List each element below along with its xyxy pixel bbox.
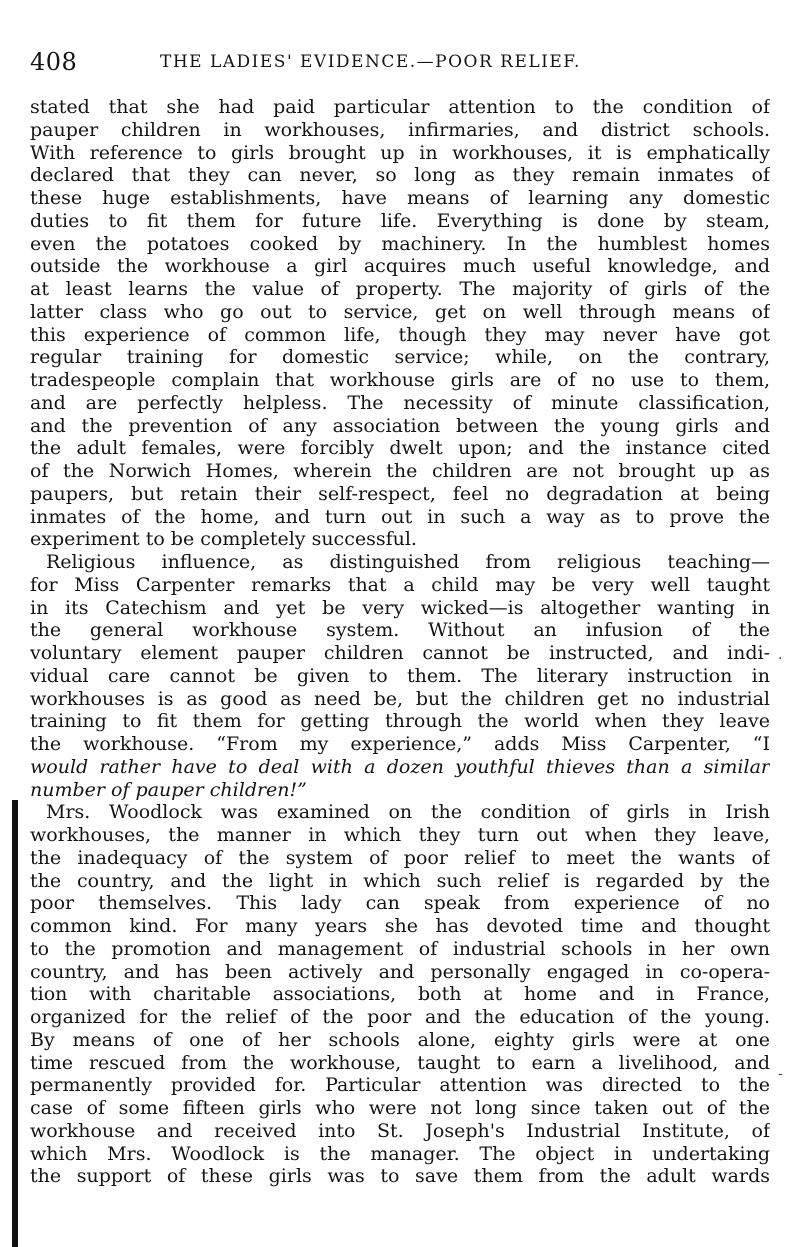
text-line: poor themselves. This lady can speak from experience of no	[30, 892, 770, 915]
text-line: regular training for domestic service; while, on the contrary,	[30, 346, 770, 369]
text-line: the country, and the light in which such relief is regarded by the	[30, 869, 770, 892]
text-line: in its Catechism and yet be very wicked—is altogether wanting in	[30, 596, 770, 619]
text-line: declared that they can never, so long as they remain inmates of	[30, 164, 770, 187]
paragraph-start: Mrs. Woodlock was examined on the condition of girls in Irish	[46, 801, 770, 824]
text-line: the workhouse. “From my experience,” adds Miss Carpenter, “I	[30, 733, 770, 755]
text-line: pauper children in workhouses, infirmaries, and district schools.	[30, 118, 770, 141]
text-line: this experience of common life, though they may never have got	[30, 323, 770, 346]
text-line: at least learns the value of property. The majority of girls of the	[30, 278, 770, 300]
text-line: common kind. For many years she has devoted time and thought	[30, 915, 770, 937]
text-line: and the prevention of any association between the young girls and	[30, 414, 770, 437]
margin-tick-mark: ·	[778, 651, 783, 667]
text-line: which Mrs. Woodlock is the manager. The object in undertaking	[30, 1142, 770, 1165]
text-line: of the Norwich Homes, wherein the children are not brought up as	[30, 460, 770, 482]
text-line: tradespeople complain that workhouse girls are of no use to them,	[30, 369, 770, 391]
page-header	[30, 48, 770, 78]
text-line: stated that she had paid particular attention to the condition of	[30, 96, 770, 118]
text-line: case of some fifteen girls who were not long since taken out of the	[30, 1097, 770, 1119]
text-line: and are perfectly helpless. The necessity of minute classification,	[30, 391, 770, 414]
text-line: inmates of the home, and turn out in such a way as to prove the	[30, 505, 770, 528]
paragraph-start: Religious influence, as distinguished from religious teaching—	[46, 551, 770, 573]
text-line: organized for the relief of the poor and the education of the young.	[30, 1006, 770, 1028]
text-line: tion with charitable associations, both at home and in France,	[30, 983, 770, 1006]
text-line: the inadequacy of the system of poor relief to meet the wants of	[30, 846, 770, 869]
text-line: workhouses, the manner in which they turn out when they leave,	[30, 824, 770, 846]
quoted-text-line: would rather have to deal with a dozen youthful thieves than a similar	[30, 755, 770, 778]
text-line: paupers, but retain their self-respect, feel no degradation at being	[30, 482, 770, 505]
text-line: training to fit them for getting through the world when they leave	[30, 710, 770, 733]
text-line: By means of one of her schools alone, eighty girls were at one	[30, 1028, 770, 1051]
text-line: the general workhouse system. Without an infusion of the	[30, 619, 770, 642]
text-line: the support of these girls was to save them from the adult wards	[30, 1165, 770, 1188]
text-line: workhouses is as good as need be, but the children get no industrial	[30, 687, 770, 710]
text-line: for Miss Carpenter remarks that a child may be very well taught	[30, 573, 770, 596]
text-line: With reference to girls brought up in workhouses, it is emphatically	[30, 141, 770, 164]
text-line: even the potatoes cooked by machinery. In the humblest homes	[30, 232, 770, 255]
text-line: the adult females, were forcibly dwelt upon; and the instance cited	[30, 437, 770, 460]
text-line: time rescued from the workhouse, taught to earn a livelihood, and	[30, 1051, 770, 1074]
text-line: country, and has been actively and personally engaged in co-opera-	[30, 960, 770, 983]
quoted-text-line: number of pauper children!”	[30, 778, 307, 801]
text-line: permanently provided for. Particular attention was directed to the	[30, 1074, 770, 1097]
text-line: to the promotion and management of industrial schools in her own	[30, 937, 770, 960]
page-number: 408	[30, 48, 78, 76]
margin-rule	[12, 800, 18, 1247]
running-head: THE LADIES' EVIDENCE.—POOR RELIEF.	[160, 52, 581, 72]
body-text	[30, 96, 770, 1188]
text-line: these huge establishments, have means of learning any domestic	[30, 187, 770, 209]
text-line: workhouse and received into St. Joseph's Industrial Institute, of	[30, 1119, 770, 1142]
text-line: outside the workhouse a girl acquires much useful knowledge, and	[30, 255, 770, 278]
text-line: duties to fit them for future life. Everything is done by steam,	[30, 209, 770, 232]
margin-tick-mark: -	[778, 1066, 783, 1082]
text-line: latter class who go out to service, get on well through means of	[30, 300, 770, 323]
text-line: experiment to be completely successful.	[30, 528, 417, 551]
text-line: vidual care cannot be given to them. The literary instruction in	[30, 664, 770, 687]
text-line: voluntary element pauper children cannot be instructed, and indi-	[30, 642, 770, 664]
